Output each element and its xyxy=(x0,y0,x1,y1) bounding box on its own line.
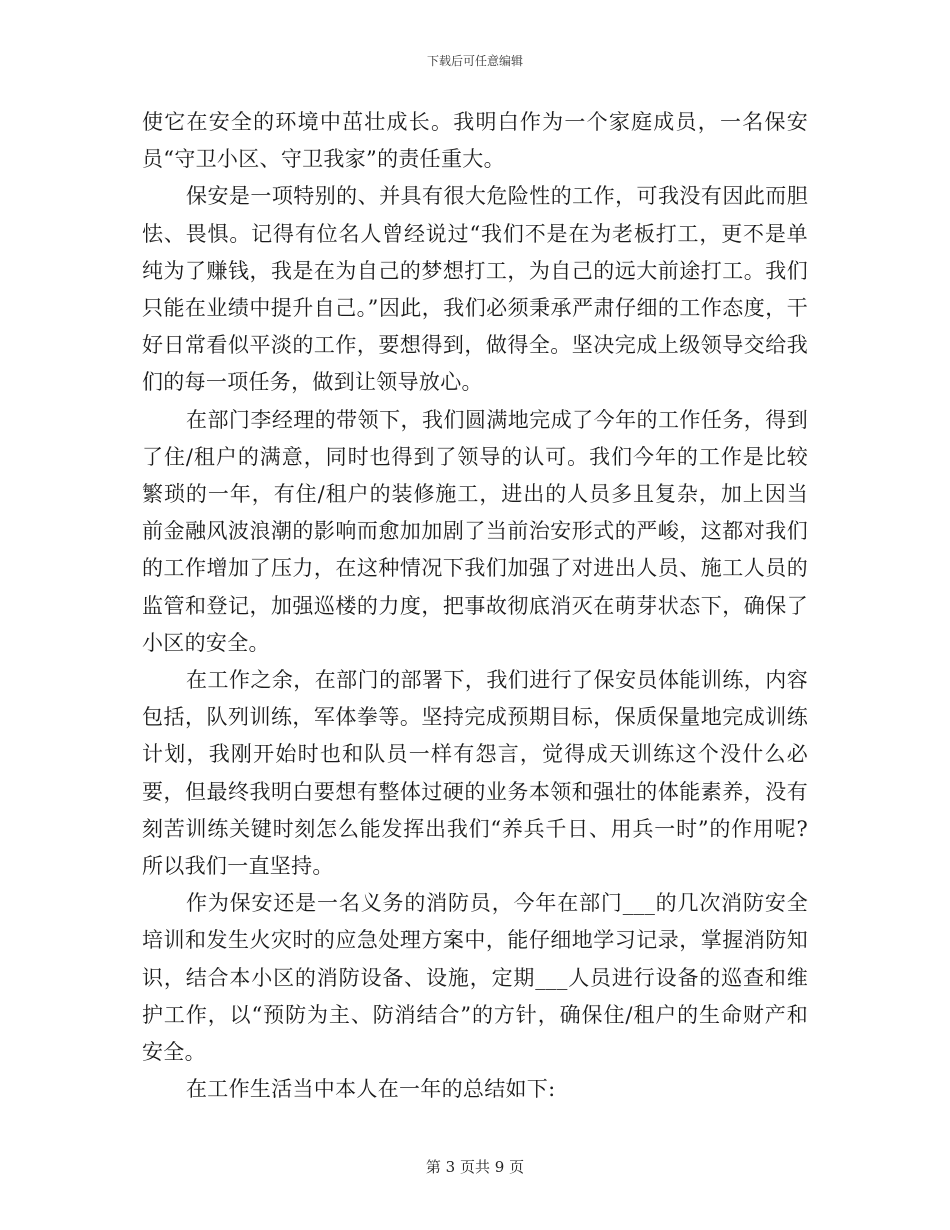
paragraph-security-work: 保安是一项特别的、并具有很大危险性的工作，可我没有因此而胆怯、畏惧。记得有位名人曾经说过“我们不是在为老板打工，更不是单纯为了赚钱，我是在为自己的梦想打工，为自己的远大前途打工。我们只能在业绩中提升自己。”因此，我们必须秉承严肃仔细的工作态度，干好日常看似平淡的工作，要想得到，做得全。坚决完成上级领导交给我们的每一项任务，做到让领导放心。 xyxy=(142,184,808,395)
paragraph-department-tasks: 在部门李经理的带领下，我们圆满地完成了今年的工作任务，得到了住/租户的满意，同时也得到了领导的认可。我们今年的工作是比较繁琐的一年，有住/租户的装修施工，进出的人员多且复杂，加上因当前金融风波浪潮的影响而愈加加剧了当前治安形式的严峻，这都对我们的工作增加了压力，在这种情况下我们加强了对进出人员、施工人员的监管和登记，加强巡楼的力度，把事故彻底消灭在萌芽状态下，确保了小区的安全。 xyxy=(142,407,808,655)
page-header-note: 下载后可任意编辑 xyxy=(426,54,523,68)
paragraph-physical-training: 在工作之余，在部门的部署下，我们进行了保安员体能训练，内容包括，队列训练，军体拳等。坚持完成预期目标，保质保量地完成训练计划，我刚开始时也和队员一样有怨言，觉得成天训练这个没什么必要，但最终我明白要想有整体过硬的业务本领和强壮的体能素养，没有刻苦训练关键时刻怎么能发挥出我们“养兵千日、用兵一时”的作用呢?所以我们一直坚持。 xyxy=(142,668,808,879)
document-body xyxy=(142,104,808,1108)
page-number: 第 3 页共 9 页 xyxy=(425,1158,525,1176)
paragraph-fire-safety: 作为保安还是一名义务的消防员，今年在部门___的几次消防安全培训和发生火灾时的应急处理方案中，能仔细地学习记录，掌握消防知识，结合本小区的消防设备、设施，定期___人员进行设备的巡查和维护工作，以“预防为主、防消结合”的方针，确保住/租户的生命财产和安全。 xyxy=(142,891,808,1065)
paragraph-continuation: 使它在安全的环境中茁壮成长。我明白作为一个家庭成员，一名保安员“守卫小区、守卫我家”的责任重大。 xyxy=(142,110,808,172)
paragraph-summary-intro: 在工作生活当中本人在一年的总结如下: xyxy=(186,1077,556,1102)
